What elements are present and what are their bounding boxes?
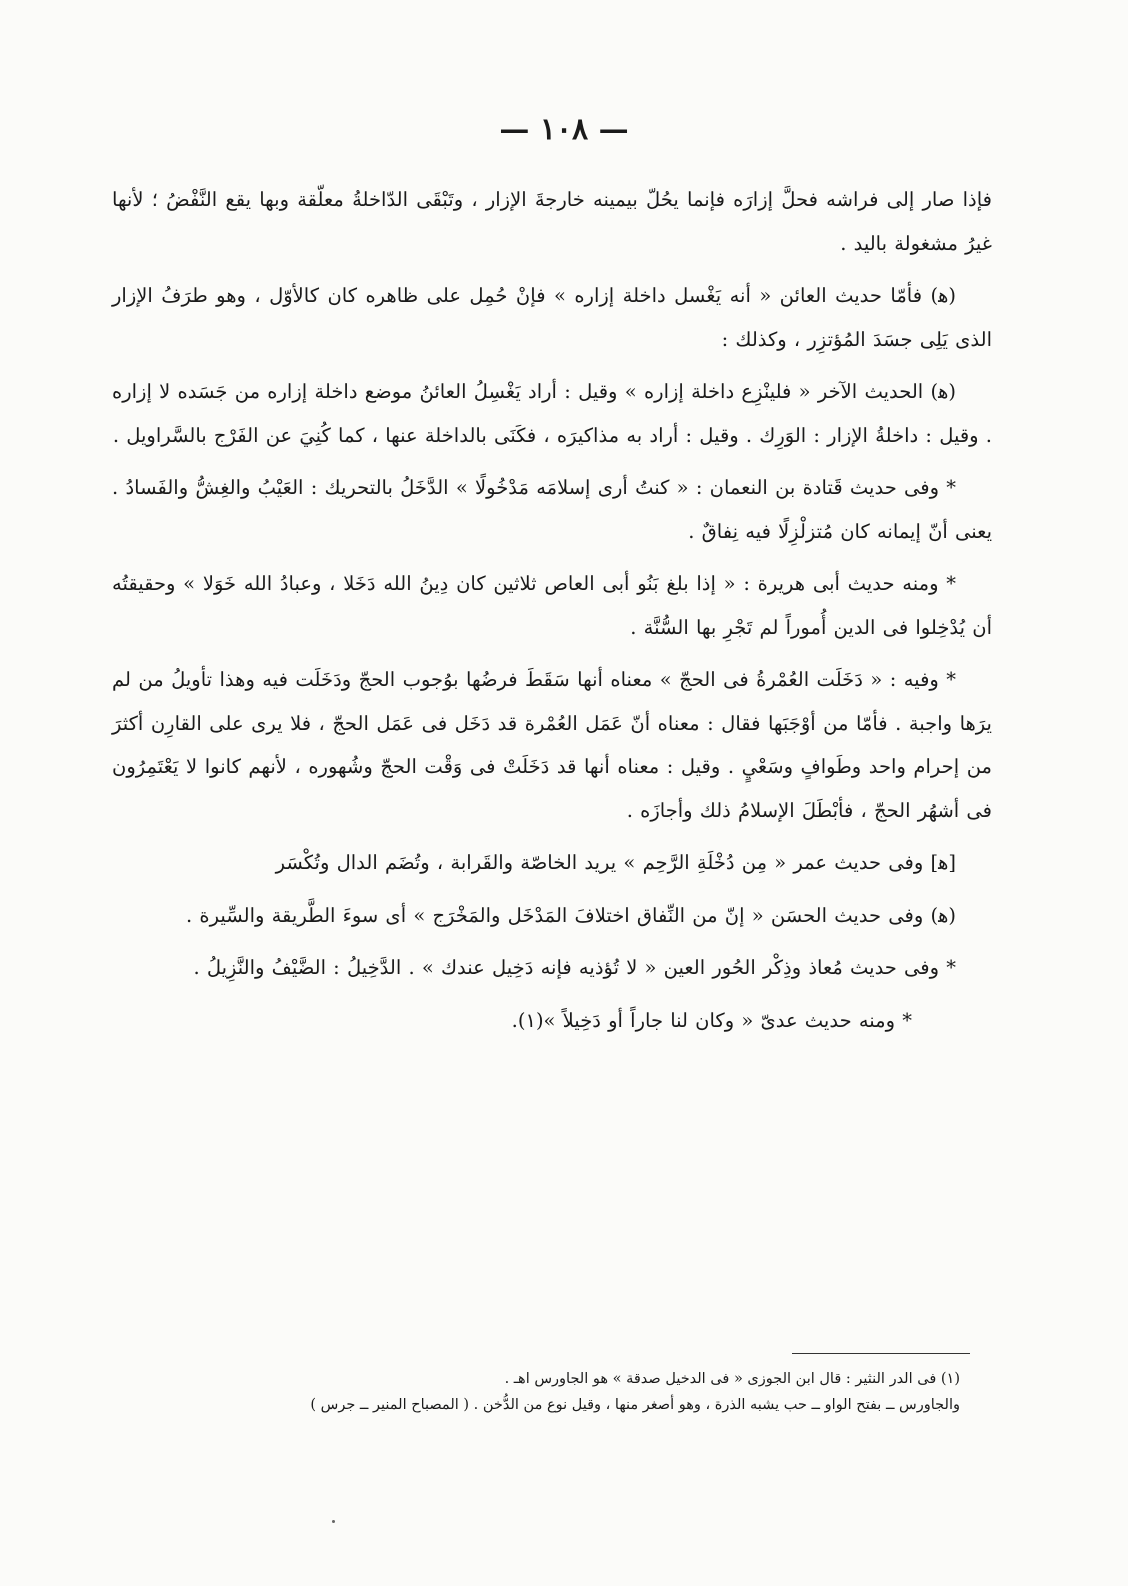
footnotes xyxy=(140,1366,960,1418)
paragraph-9: * وفى حديث مُعاذ وذِكْر الحُور العين « لا تُؤذيه فإنه دَخِيل عندك » . الدَّخِيلُ : الضَّيْفُ والنَّزِيلُ . xyxy=(193,956,956,979)
paragraph-1: فإذا صار إلى فراشه فحلَّ إزارَه فإنما يحُلّ بيمينه خارجةَ الإزار ، وتَبْقَى الدّاخلةُ معلّقة وبها يقع النَّفْضُ ؛ لأنها غيرُ مشغولة باليد . xyxy=(112,188,992,255)
paragraph-8: (ﻫ) وفى حديث الحسَن « إنّ من النِّفاق اختلافَ المَدْخَل والمَخْرَج » أى سوءَ الطَّريقة والسِّيرة . xyxy=(185,903,956,927)
scan-speck xyxy=(332,1520,335,1523)
paragraph-4: * وفى حديث قَتادة بن النعمان : « كنتُ أرى إسلامَه مَدْخُولًا » الدَّخَلُ بالتحريك : العَيْبُ والغِشُّ والفَسادُ . يعنى أنّ إيمانه كان مُتزلْزِلًا فيه نِفاقٌ . xyxy=(112,476,992,543)
footnote-1-continued: والجاورس ــ بفتح الواو ــ حب يشبه الذرة ، وهو أصغر منها ، وقيل نوع من الدُّخن . ( المصباح المنير ــ جرس ) xyxy=(310,1397,960,1413)
main-text xyxy=(112,178,992,1051)
footnote-1: (١) فى الدر النثير : قال ابن الجوزى « فى الدخيل صدقة » هو الجاورس اهـ . xyxy=(504,1371,960,1387)
paragraph-3: (ﻫ) الحديث الآخر « فلينْزِع داخلة إزاره » وقيل : أراد يَغْسِلُ العائنُ موضع داخلة إزاره من جَسَده لا إزاره . وقيل : داخلةُ الإزار : الوَرِك . وقيل : أراد به مذاكيرَه ، فكَنَى بالداخلة عنها ، كما كُنِيَ عن الفَرْج بالسَّراويل . xyxy=(112,380,992,447)
footnote-divider xyxy=(792,1353,970,1354)
page-number: — ١٠٨ — xyxy=(499,112,629,147)
paragraph-2: (ﻫ) فأمّا حديث العائن « أنه يَغْسل داخلة إزاره » فإنْ حُمِل على ظاهره كان كالأوّل ، وهو طرَفُ الإزار الذى يَلِى جسَدَ المُؤتزِر ، وكذلك : xyxy=(112,284,992,351)
paragraph-5: * ومنه حديث أبى هريرة : « إذا بلغ بَنُو أبى العاص ثلاثين كان دِينُ الله دَخَلا ، وعبادُ الله خَوَلا » وحقيقتُه أن يُدْخِلوا فى الدين أُموراً لم تَجْرِ بها السُّنَّة . xyxy=(112,572,992,639)
paragraph-10: * ومنه حديث عدىّ « وكان لنا جاراً أو دَخِيلاً »(١). xyxy=(511,1008,912,1032)
paragraph-7: [ﻫ] وفى حديث عمر « مِن دُخْلَةِ الرَّحِم » يريد الخاصّة والقَرابة ، وتُضَم الدال وتُكْسَر xyxy=(275,851,956,874)
paragraph-6: * وفيه : « دَخَلَت العُمْرةُ فى الحجّ » معناه أنها سَقَطَ فرضُها بوُجوب الحجّ ودَخَلَت فيه وهذا تأويلُ من لم يرَها واجبة . فأمّا من أوْجَبَها فقال : معناه أنّ عَمَل العُمْرة قد دَخَل فى عَمَل الحجّ ، فلا يرى على القارِن أكثرَ من إحرام واحد وطَوافٍ وسَعْيٍ . وقيل : معناه أنها قد دَخَلَتْ فى وَقْت الحجّ وشُهوره ، لأنهم كانوا لا يَعْتَمِرُون فى أشهُر الحجّ ، فأبْطَلَ الإسلامُ ذلك وأجازَه . xyxy=(112,668,992,822)
